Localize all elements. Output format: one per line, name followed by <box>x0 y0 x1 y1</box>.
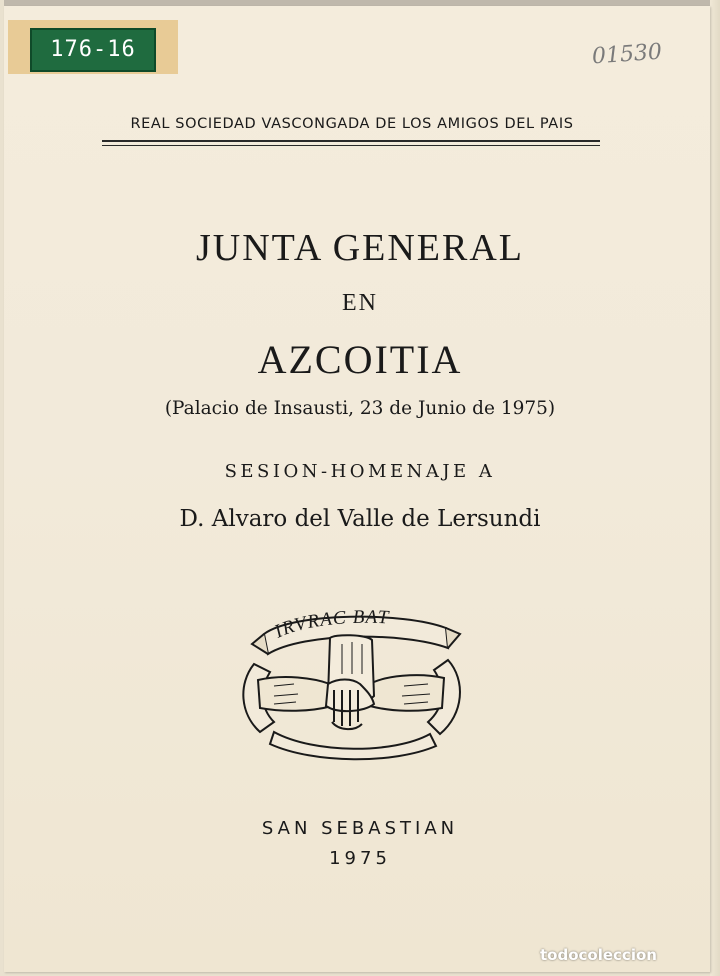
watermark-logo: todocoleccion <box>540 946 657 964</box>
shelf-label: 176-16 <box>30 28 156 72</box>
publication-city: SAN SEBASTIAN <box>261 818 459 839</box>
session-heading: SESION-HOMENAJE A <box>224 461 496 482</box>
society-heading: REAL SOCIEDAD VASCONGADA DE LOS AMIGOS DEL PAIS <box>130 116 574 132</box>
handwritten-number: 01530 <box>591 39 663 70</box>
title-line-2: EN <box>342 290 378 316</box>
title-line-1: JUNTA GENERAL <box>196 227 524 269</box>
emblem-motto: IRVRAC BAT <box>271 606 390 643</box>
heading-rule-thick <box>102 140 600 142</box>
subtitle: (Palacio de Insausti, 23 de Junio de 1975) <box>164 398 556 419</box>
publication-year: 1975 <box>329 848 391 869</box>
heading-rule-thin <box>102 145 600 146</box>
title-line-3: AZCOITIA <box>257 337 463 382</box>
clasped-hands-emblem-icon <box>234 604 468 764</box>
honoree-name: D. Alvaro del Valle de Lersundi <box>179 506 541 532</box>
